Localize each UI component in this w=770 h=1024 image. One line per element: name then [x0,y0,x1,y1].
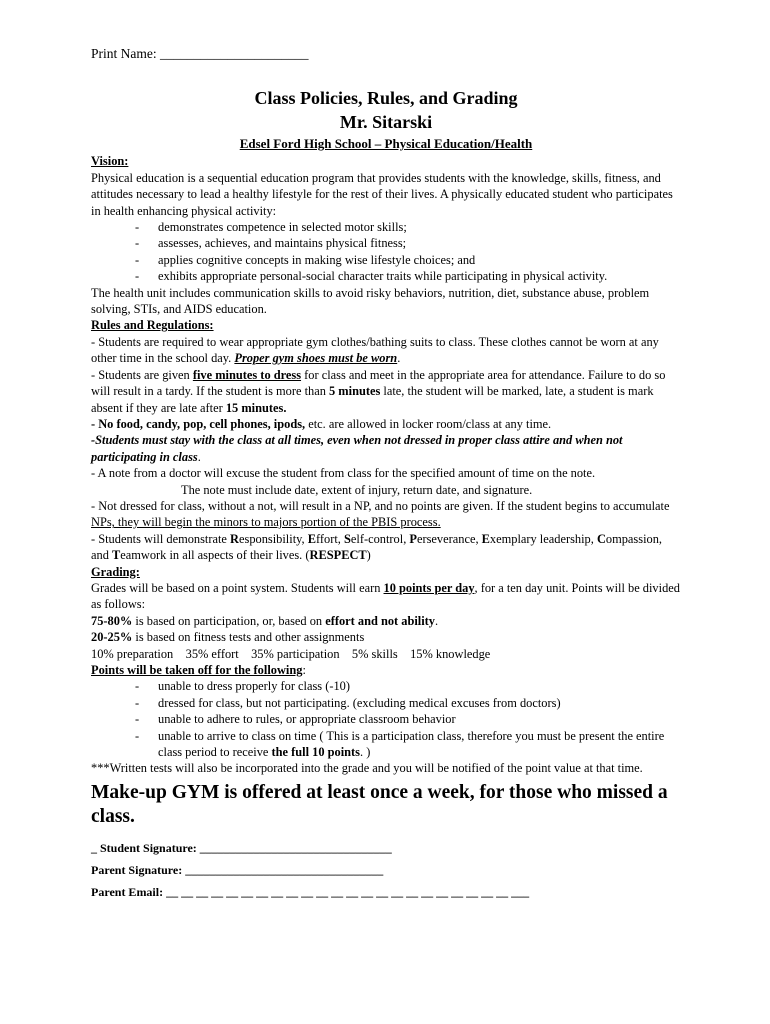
makeup-gym-notice: Make-up GYM is offered at least once a week, for those who missed a class. [91,781,668,827]
student-signature-line[interactable]: _ Student Signature: ________________________________ [91,840,392,855]
written-tests-note: ***Written tests will also be incorporated into the grade and you will be notified of the point value at that time. [91,761,643,776]
grading-points-text: Grades will be based on a point system. Students will earn 10 points per day, for a ten day unit. Points will be divided as follows: [91,580,680,612]
list-item: - dressed for class, but not participating. (excluding medical excuses from doctors) [91,695,681,711]
parent-email-line[interactable]: Parent Email: __ __ __ __ __ __ __ __ __ __ __ __ __ __ __ __ __ __ __ __ __ __ __ ___ [91,884,530,899]
rule-gym-clothes: - Students are required to wear appropriate gym clothes/bathing suits to class. These clothes cannot be worn at any other time in the school day. Proper gym shoes must be worn. [91,334,659,366]
points-off-list [91,678,681,760]
rule-not-dressed: - Not dressed for class, without a not, will result in a NP, and no points are given. If the student begins to accumulate NPs, they will begin the minors to majors portion of the PBIS process. [91,498,670,530]
rule-doctor-note-detail: The note must include date, extent of injury, return date, and signature. [181,482,533,497]
rules-heading: Rules and Regulations: [91,318,214,333]
rule-respect: - Students will demonstrate Responsibility, Effort, Self-control, Perseverance, Exemplary leadership, Compassion, and Teamwork in all aspects of their lives. (RESPECT) [91,531,662,563]
vision-list [91,219,681,285]
grading-fitness: 20-25% is based on fitness tests and other assignments [91,630,365,645]
parent-signature-line[interactable]: Parent Signature: _________________________________ [91,862,384,877]
list-item: - unable to adhere to rules, or appropriate classroom behavior [91,711,681,727]
document-page [91,46,681,903]
print-name-line: Print Name: ______________________ [91,46,309,61]
list-item: - exhibits appropriate personal-social character traits while participating in physical activity. [91,268,681,284]
vision-heading: Vision: [91,154,129,169]
grading-participation: 75-80% is based on participation, or, based on effort and not ability. [91,613,439,628]
rule-doctor-note: - A note from a doctor will excuse the student from class for the specified amount of time on the note. [91,466,596,481]
school-name: Edsel Ford High School – Physical Education/Health [239,136,533,152]
teacher-name: Mr. Sitarski [339,112,433,133]
list-item: - demonstrates competence in selected motor skills; [91,219,681,235]
list-item: - unable to dress properly for class (-10) [91,678,681,694]
grading-breakdown: 10% preparation 35% effort 35% participation 5% skills 15% knowledge [91,646,491,661]
rule-no-food: - No food, candy, pop, cell phones, ipods, etc. are allowed in locker room/class at any time. [91,416,552,431]
vision-intro: Physical education is a sequential education program that provides students with the knowledge, skills, fitness, and attitudes necessary to lead a healthy lifestyle for the rest of their lives. A physically educated student who participates in health enhancing physical activity: [91,170,673,218]
list-item: - assesses, achieves, and maintains physical fitness; [91,235,681,251]
grading-heading: Grading: [91,564,140,579]
page-title: Class Policies, Rules, and Grading [254,88,518,109]
rule-dress-time: - Students are given five minutes to dress for class and meet in the appropriate area for attendance. Failure to do so will result in a tardy. If the student is more than 5 minutes late, the student will be marked, late, a student is mark absent if they are late after 15 minutes. [91,367,666,415]
points-off-heading: Points will be taken off for the following: [91,663,306,677]
health-unit-text: The health unit includes communication skills to avoid risky behaviors, nutrition, diet, substance abuse, problem solving, STIs, and AIDS education. [91,285,650,317]
rule-stay-with-class: -Students must stay with the class at all times, even when not dressed in proper class attire and when not participating in class. [91,433,623,464]
list-item: - unable to arrive to class on time ( This is a participation class, therefore you must be present the entire class period to receive the full 10 points. ) [91,728,681,761]
list-item: - applies cognitive concepts in making wise lifestyle choices; and [91,252,681,268]
